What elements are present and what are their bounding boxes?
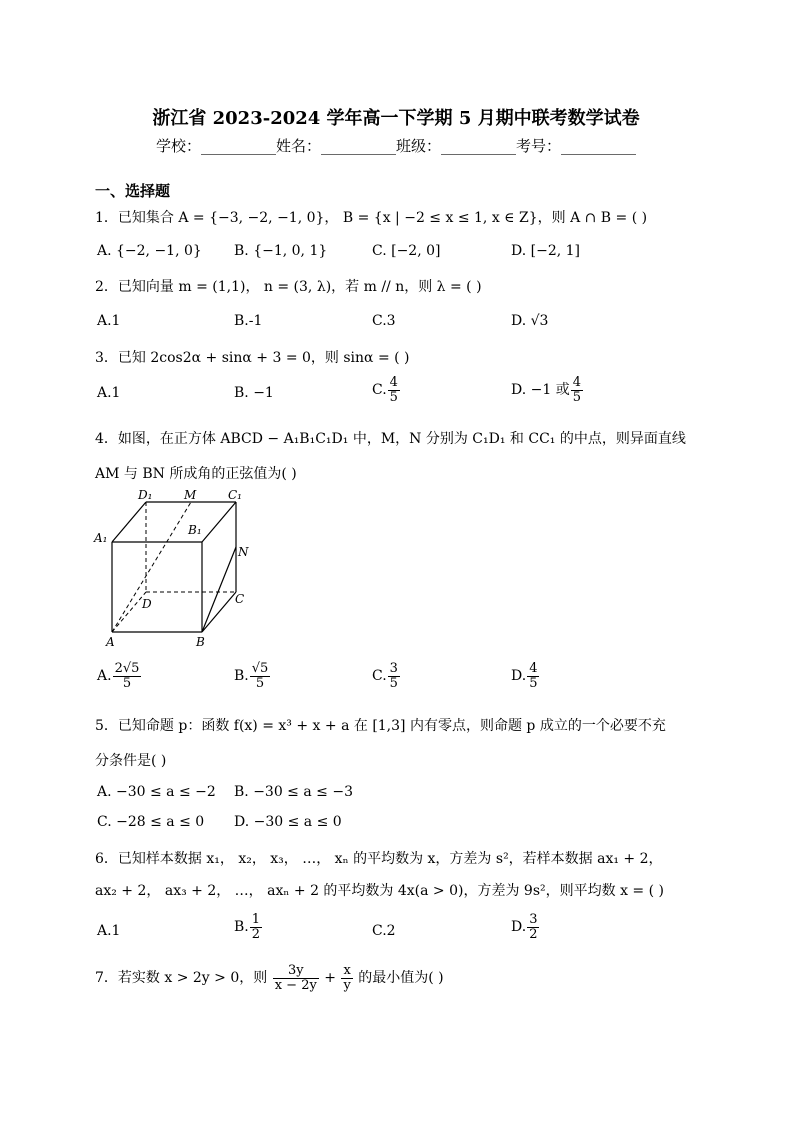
- question-2-option-c: C.3: [372, 313, 396, 329]
- edge-ad-hidden: [112, 592, 146, 632]
- question-5-stem-line1: 5．已知命题 p：函数 f(x) = x³ + x + a 在 [1,3] 内有零点，则命题 p 成立的一个必要不充: [95, 718, 666, 734]
- edge-a1d1: [112, 502, 146, 542]
- label-d1: D₁: [138, 490, 153, 502]
- option-label: D. −1 或: [511, 382, 570, 399]
- question-7-prefix: 7．若实数 x > 2y > 0，则: [95, 970, 268, 987]
- fraction: $\frac{4}{5}$: [389, 375, 398, 405]
- option-label: A.: [97, 668, 112, 685]
- fraction-x-over-y: $\frac{x}{y}$: [343, 963, 351, 993]
- option-label: D.: [511, 919, 527, 936]
- option-label: C.: [372, 382, 387, 399]
- question-3-option-b: B. −1: [234, 385, 274, 401]
- question-4-option-c: [372, 662, 401, 690]
- question-2-option-a: A.1: [97, 313, 121, 329]
- question-2-option-b: B.-1: [234, 313, 263, 329]
- question-4-stem-line1: 4．如图，在正方体 ABCD − A₁B₁C₁D₁ 中，M，N 分别为 C₁D₁ 和 CC₁ 的中点，则异面直线: [95, 431, 686, 447]
- cube-diagram: [92, 490, 262, 650]
- question-4-option-b: [234, 662, 271, 690]
- question-5-stem-line2: 分条件是( ): [95, 753, 167, 769]
- fraction-3y-over-x-minus-2y: $\frac{3y}{x - 2y}$: [274, 963, 317, 993]
- question-6-option-c: C.2: [372, 923, 396, 939]
- edge-bc: [202, 592, 236, 632]
- label-a: A: [106, 635, 115, 649]
- label-d: D: [142, 597, 152, 611]
- label-m: M: [184, 490, 197, 502]
- question-3-stem: 3．已知 2cos2α + sinα + 3 = 0，则 sinα = ( ): [95, 350, 410, 366]
- question-1-option-b: B. {−1, 0, 1}: [234, 243, 328, 259]
- label-b: B: [196, 635, 205, 649]
- question-2-option-d: D. √3: [511, 313, 549, 329]
- option-label: B.: [234, 919, 249, 936]
- question-5-option-c: C. −28 ≤ a ≤ 0: [97, 814, 205, 830]
- plus-sign: +: [324, 970, 336, 987]
- label-c: C: [235, 592, 245, 606]
- label-b1: B₁: [188, 523, 202, 537]
- fraction: $\frac{4}{5}$: [572, 375, 581, 405]
- question-5-option-a: A. −30 ≤ a ≤ −2: [97, 784, 216, 800]
- question-7-suffix: 的最小值为( ): [358, 970, 444, 987]
- question-3-option-c: [372, 376, 401, 404]
- edge-c1b1: [202, 502, 236, 542]
- question-3-option-d: [511, 376, 584, 404]
- label-n: N: [238, 545, 249, 559]
- fraction: $\frac{2√5}{5}$: [114, 661, 140, 691]
- label-a1: A₁: [94, 531, 108, 545]
- question-3-option-a: A.1: [97, 385, 121, 401]
- question-1-option-d: D. [−2, 1]: [511, 243, 580, 259]
- question-1-option-a: A. {−2, −1, 0}: [97, 243, 202, 259]
- option-label: D.: [511, 668, 527, 685]
- question-6-option-b: [234, 913, 263, 941]
- question-6-stem-line1: 6．已知样本数据 x₁， x₂， x₃， …， xₙ 的平均数为 x，方差为 s²，若样本数据 ax₁ + 2，: [95, 851, 663, 867]
- fraction: $\frac{4}{5}$: [529, 661, 538, 691]
- page-title: 浙江省 2023-2024 学年高一下学期 5 月期中联考数学试卷: [152, 108, 640, 129]
- fraction: $\frac{√5}{5}$: [251, 661, 269, 691]
- fraction: $\frac{3}{2}$: [529, 912, 538, 942]
- question-6-stem-line2: ax₂ + 2， ax₃ + 2， …， axₙ + 2 的平均数为 4x(a > 0)，方差为 9s²，则平均数 x = ( ): [95, 883, 664, 899]
- question-2-stem: 2．已知向量 m = (1,1)， n = (3, λ)，若 m // n，则 λ = ( ): [95, 279, 482, 295]
- question-4-option-d: [511, 662, 540, 690]
- fraction: $\frac{1}{2}$: [251, 912, 261, 942]
- question-1-option-c: C. [−2, 0]: [372, 243, 441, 259]
- question-6-option-a: A.1: [97, 923, 121, 939]
- option-label: C.: [372, 668, 387, 685]
- question-4-stem-line2: AM 与 BN 所成角的正弦值为( ): [95, 466, 297, 482]
- segment-bn: [202, 547, 236, 632]
- question-6-option-d: [511, 913, 540, 941]
- student-info-line: 学校：__________姓名：__________班级：__________考号：__________: [155, 137, 636, 155]
- question-5-option-b: B. −30 ≤ a ≤ −3: [234, 784, 353, 800]
- section-heading: 一、选择题: [95, 182, 171, 200]
- question-7-stem: [95, 964, 444, 992]
- fraction: $\frac{3}{5}$: [389, 661, 398, 691]
- label-c1: C₁: [228, 490, 242, 502]
- segment-am-hidden: [112, 502, 191, 632]
- option-label: B.: [234, 668, 249, 685]
- question-1-stem: 1．已知集合 A = {−3, −2, −1, 0}， B = {x | −2 ≤ x ≤ 1, x ∈ Z}，则 A ∩ B = ( ): [95, 210, 648, 226]
- question-5-option-d: D. −30 ≤ a ≤ 0: [234, 814, 342, 830]
- question-4-option-a: [97, 662, 142, 690]
